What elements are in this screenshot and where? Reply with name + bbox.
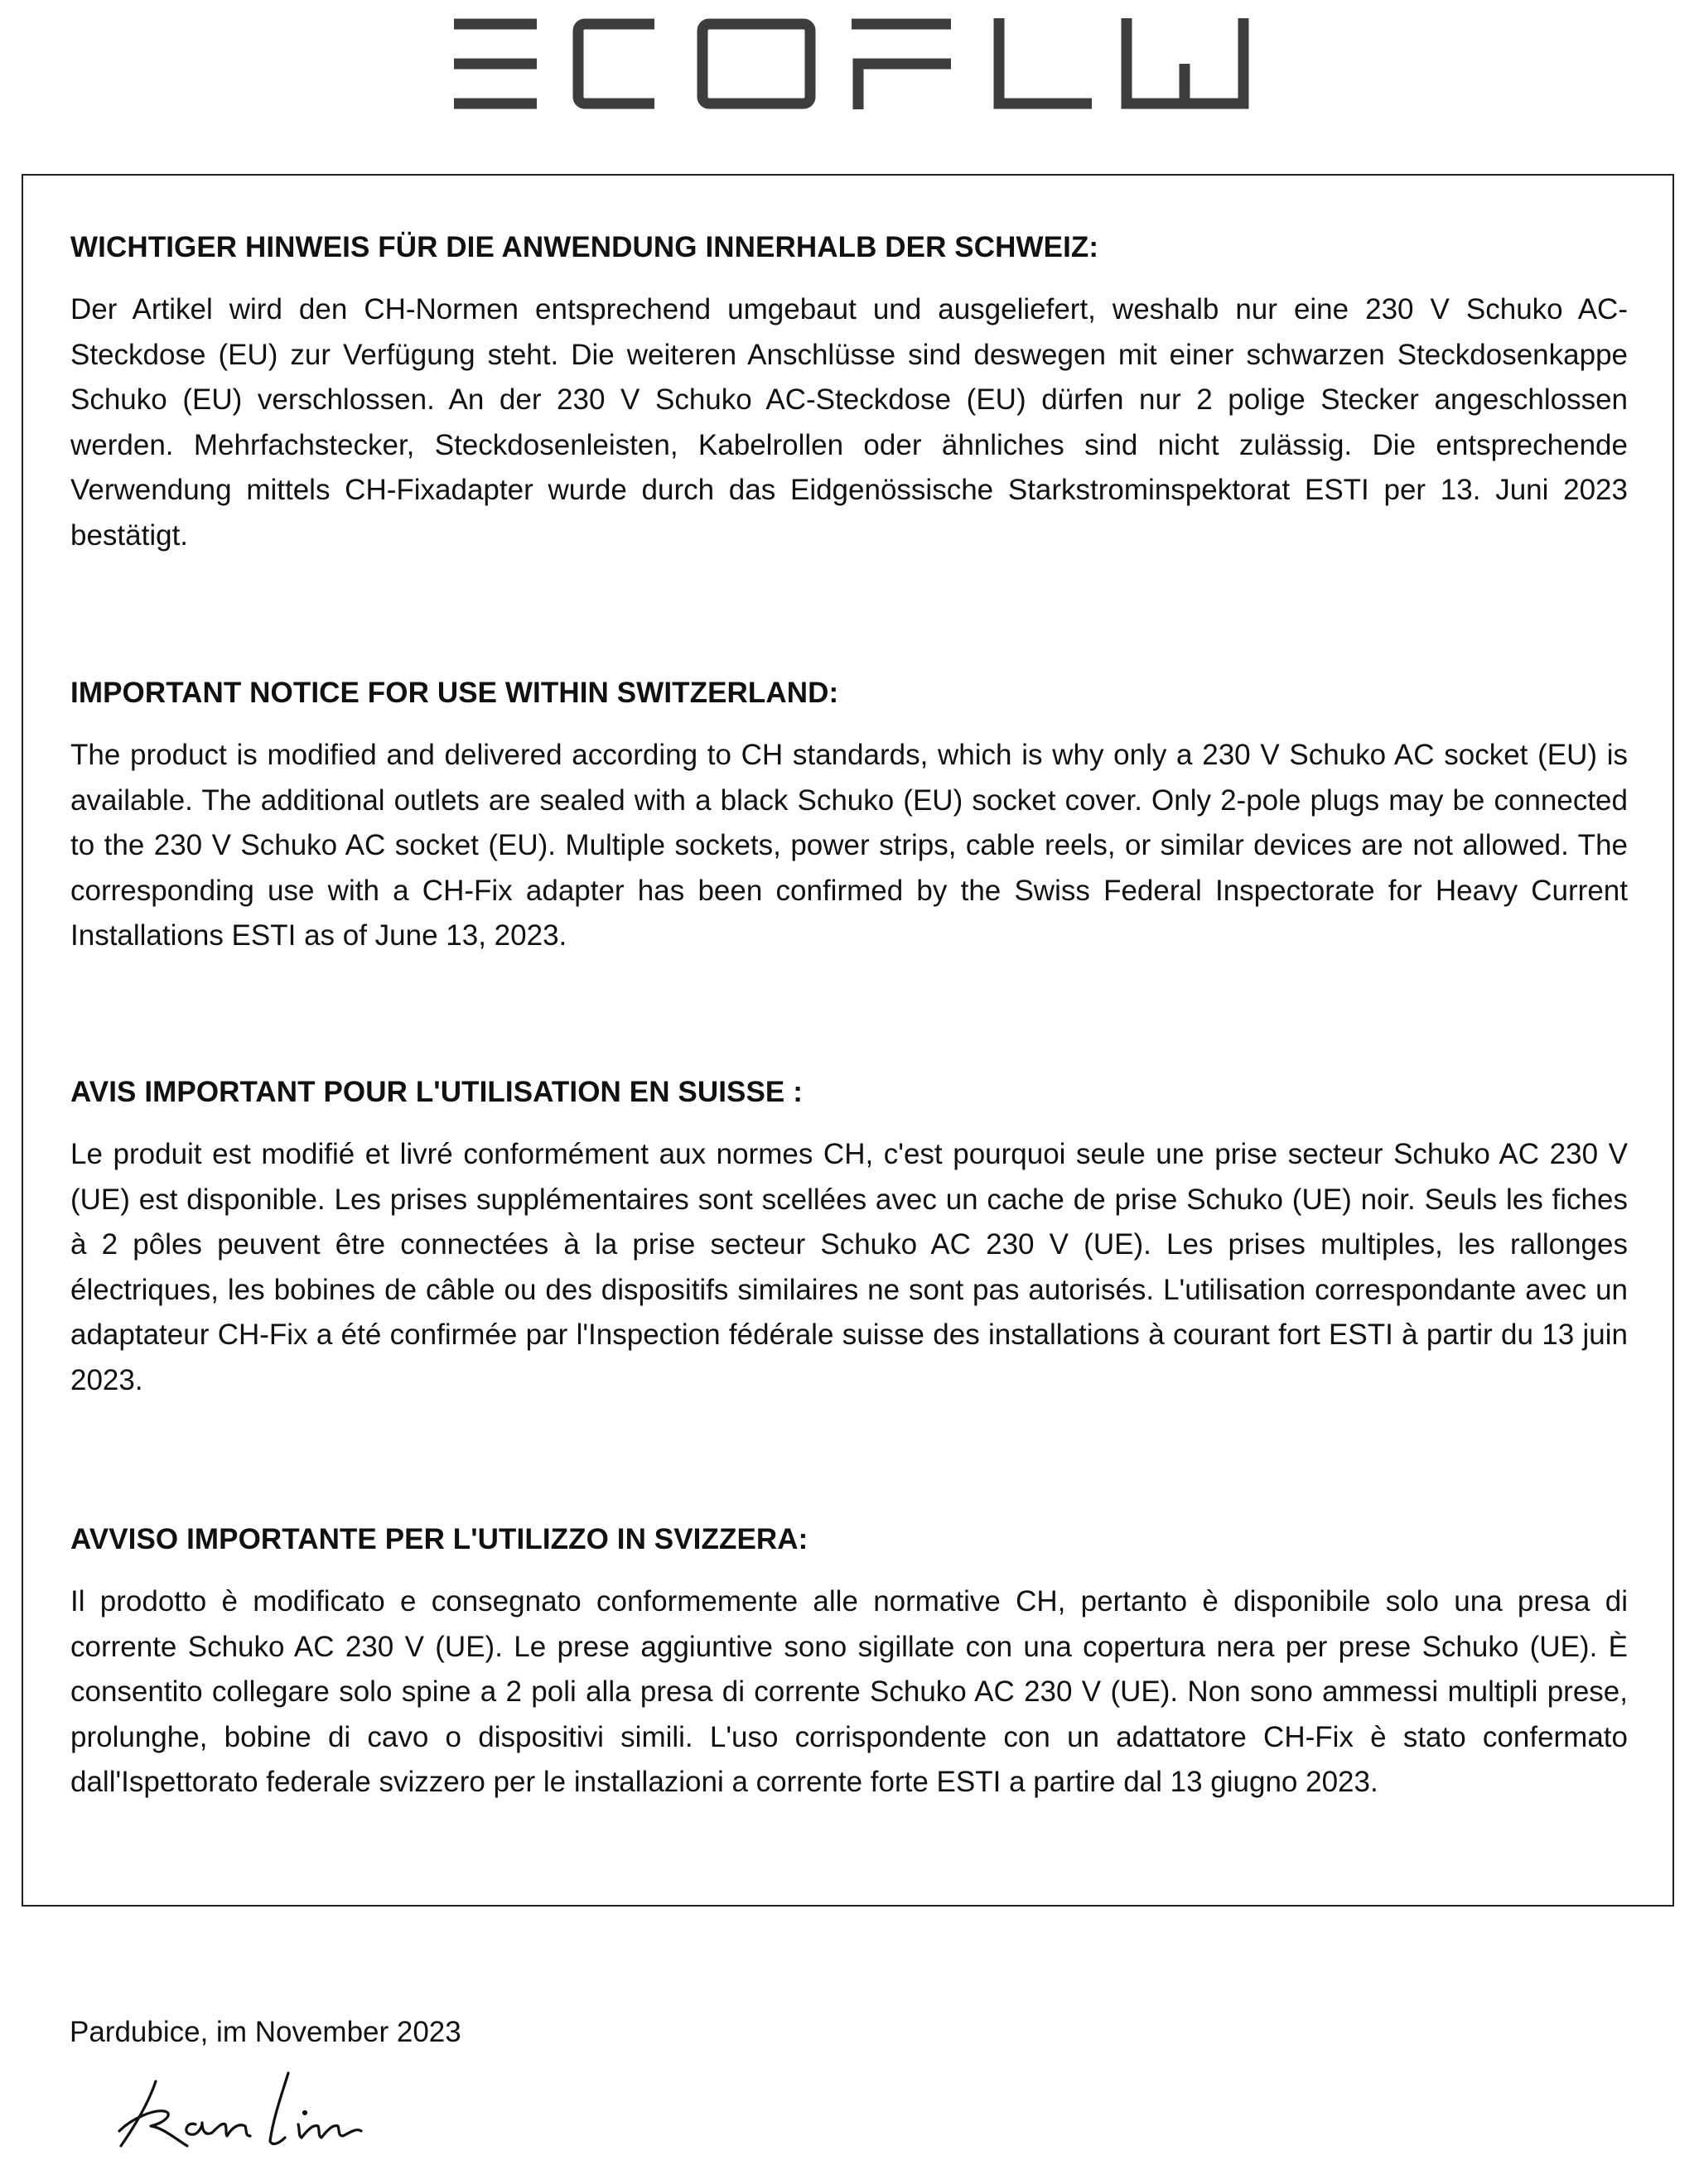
section-body: The product is modified and delivered according to CH standards, which is why only a 230 V Schuko AC socket (EU) is available. The additional outlets are sealed with a black Schuko (EU) socket cover. Only 2-pole plugs may be connected to the 230 V Schuko AC socket (EU). Multiple sockets, power strips, cable reels, or similar devices are not allowed. The corresponding use with a CH-Fix adapter has been confirmed by the Swiss Federal Inspectorate for Heavy Current Installations ESTI as of June 13, 2023. <box>70 739 1628 952</box>
ecoflow-logo <box>454 18 1249 109</box>
handwritten-signature <box>116 2066 398 2157</box>
notice-section-french <box>70 1074 1628 1403</box>
section-title: AVIS IMPORTANT POUR L'UTILISATION EN SUISSE : <box>70 1076 803 1108</box>
notice-section-english <box>70 675 1628 959</box>
section-title: WICHTIGER HINWEIS FÜR DIE ANWENDUNG INNERHALB DER SCHWEIZ: <box>70 231 1099 263</box>
section-title: AVVISO IMPORTANTE PER L'UTILIZZO IN SVIZZERA: <box>70 1523 808 1555</box>
section-body: Le produit est modifié et livré conformément aux normes CH, c'est pourquoi seule une prise secteur Schuko AC 230 V (UE) est disponible. Les prises supplémentaires sont scellées avec un cache de prise Schuko (UE) noir. Seuls les fiches à 2 pôles peuvent être connectées à la prise secteur Schuko AC 230 V (UE). Les prises multiples, les rallonges électriques, les bobines de câble ou des dispositifs similaires ne sont pas autorisés. L'utilisation correspondante avec un adaptateur CH-Fix a été confirmée par l'Inspection fédérale suisse des installations à courant fort ESTI à partir du 13 juin 2023. <box>70 1138 1628 1396</box>
section-title: IMPORTANT NOTICE FOR USE WITHIN SWITZERLAND: <box>70 677 839 709</box>
place-and-date: Pardubice, im November 2023 <box>70 2016 461 2048</box>
section-body: Der Artikel wird den CH-Normen entsprechend umgebaut und ausgeliefert, weshalb nur eine 230 V Schuko AC-Steckdose (EU) zur Verfügung steht. Die weiteren Anschlüsse sind deswegen mit einer schwarzen Steckdosenkappe Schuko (EU) verschlossen. An der 230 V Schuko AC-Steckdose (EU) dürfen nur 2 polige Stecker angeschlossen werden. Mehrfachstecker, Steckdosenleisten, Kabelrollen oder ähnliches sind nicht zulässig. Die entsprechende Verwendung mittels CH-Fixadapter wurde durch das Eidgenössische Starkstrominspektorat ESTI per 13. Juni 2023 bestätigt. <box>70 293 1628 552</box>
notice-section-german <box>70 229 1628 558</box>
section-body: Il prodotto è modificato e consegnato conformemente alle normative CH, pertanto è disponibile solo una presa di corrente Schuko AC 230 V (UE). Le prese aggiuntive sono sigillate con una copertura nera per prese Schuko (UE). È consentito collegare solo spine a 2 poli alla presa di corrente Schuko AC 230 V (UE). Non sono ammessi multipli prese, prolunghe, bobine di cavo o dispositivi simili. L'uso corrispondente con un adattatore CH-Fix è stato confermato dall'Ispettorato federale svizzero per le installazioni a corrente forte ESTI a partire dal 13 giugno 2023. <box>70 1585 1628 1798</box>
notice-box <box>22 174 1674 1907</box>
notice-section-italian <box>70 1521 1628 1806</box>
